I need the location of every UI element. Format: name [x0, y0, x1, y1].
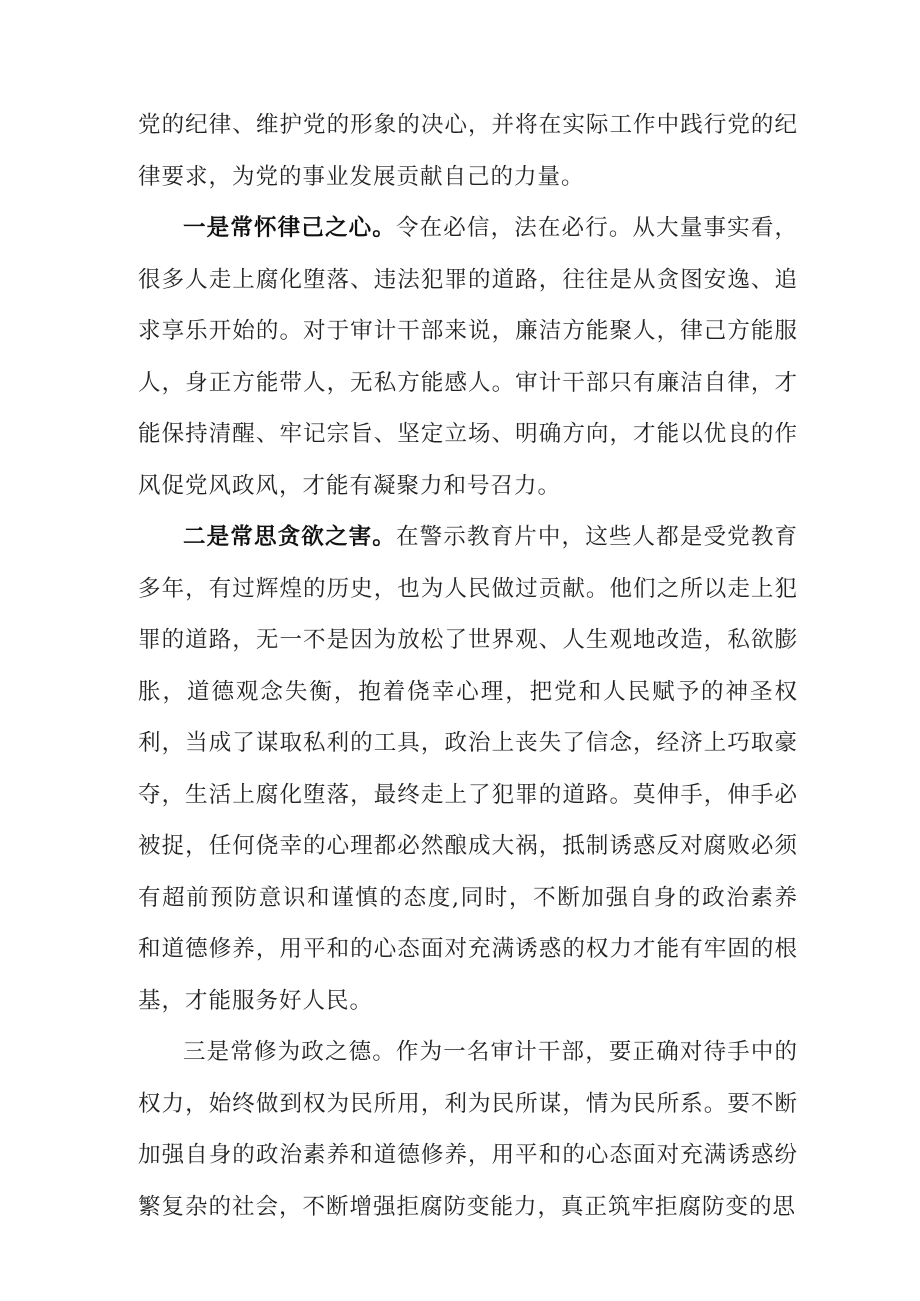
paragraph-text: 三是常修为政之德。作为一名审计干部，要正确对待手中的权力，始终做到权为民所用，利为民所谋，情为民所系。要不断加强自身的政治素养和道德修养，用平和的心态面对充满诱惑纷繁复杂的社会，不断增强拒腐防变能力，真正筑牢拒腐防变的思 [138, 1039, 798, 1220]
paragraph-continuation [138, 100, 798, 203]
paragraph-heading: 一是常怀律己之心。 [183, 215, 396, 241]
paragraph-self-discipline [138, 203, 798, 512]
paragraph-text: 党的纪律、维护党的形象的决心，并将在实际工作中践行党的纪律要求，为党的事业发展贡献自己的力量。 [138, 112, 798, 190]
paragraph-harm-of-greed [138, 512, 798, 1027]
paragraph-text: 令在必信，法在必行。从大量事实看，很多人走上腐化堕落、违法犯罪的道路，往往是从贪图安逸、追求享乐开始的。对于审计干部来说，廉洁方能聚人，律己方能服人，身正方能带人，无私方能感人。审计干部只有廉洁自律，才能保持清醒、牢记宗旨、坚定立场、明确方向，才能以优良的作风促党风政风，才能有凝聚力和号召力。 [138, 215, 798, 499]
document-body [138, 100, 798, 1233]
paragraph-text: 在警示教育片中，这些人都是受党教育多年，有过辉煌的历史，也为人民做过贡献。他们之所以走上犯罪的道路，无一不是因为放松了世界观、人生观地改造，私欲膨胀，道德观念失衡，抱着侥幸心理，把党和人民赋予的神圣权利，当成了谋取私利的工具，政治上丧失了信念，经济上巧取豪夺，生活上腐化堕落，最终走上了犯罪的道路。莫伸手，伸手必被捉，任何侥幸的心理都必然酿成大祸，抵制诱惑反对腐败必须有超前预防意识和谨慎的态度,同时，不断加强自身的政治素养和道德修养，用平和的心态面对充满诱惑的权力才能有牢固的根基，才能服务好人民。 [138, 524, 798, 1014]
paragraph-governance-virtue [138, 1027, 798, 1233]
paragraph-heading: 二是常思贪欲之害。 [183, 524, 396, 550]
